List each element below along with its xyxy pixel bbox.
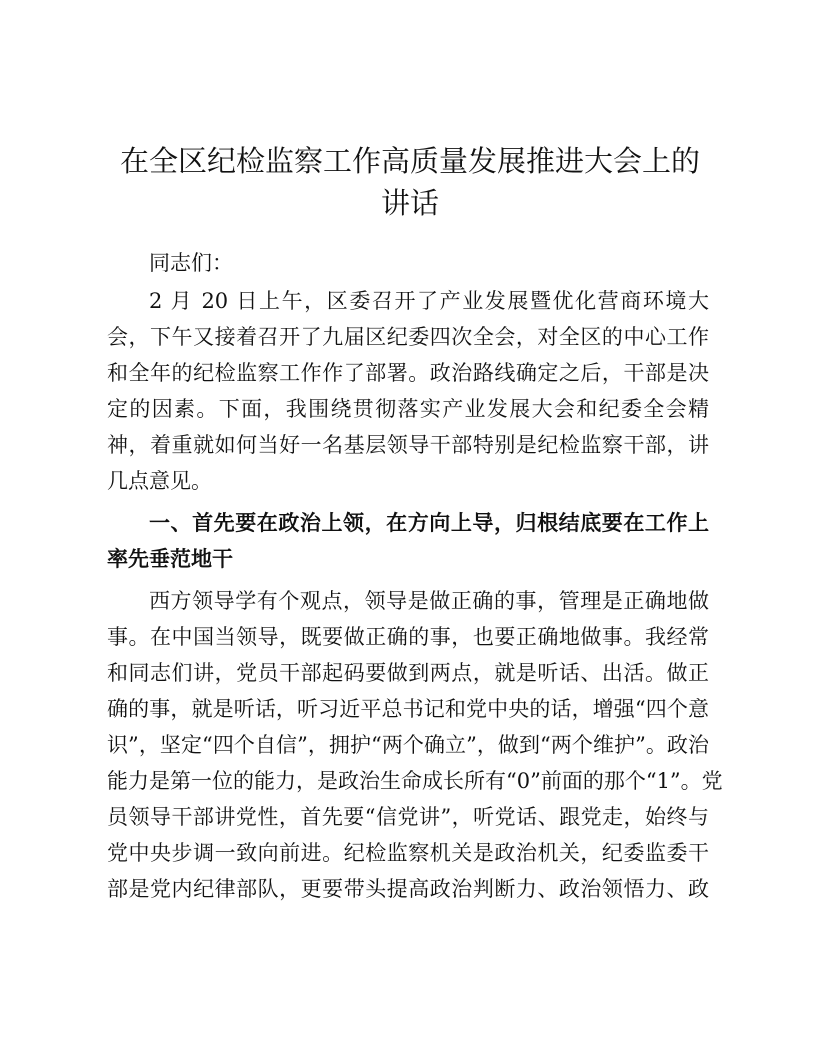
paragraph-line: 员领导干部讲党性，首先要“信党讲”，听党话、跟党走，始终与 <box>107 805 709 829</box>
heading-line: 一、首先要在政治上领，在方向上导，归根结底要在工作上 <box>149 510 709 535</box>
paragraph-line: 部是党内纪律部队，更要带头提高政治判断力、政治领悟力、政 <box>107 877 709 901</box>
paragraph-line: 识”，坚定“四个自信”，拥护“两个确立”，做到“两个维护”。政治 <box>107 733 709 757</box>
section-heading-1 <box>107 505 709 577</box>
paragraph-line: 几点意见。 <box>107 469 212 493</box>
paragraph-line: 确的事，就是听话，听习近平总书记和党中央的话，增强“四个意 <box>107 697 709 721</box>
paragraph-line: 事。在中国当领导，既要做正确的事，也要正确地做事。我经常 <box>107 625 709 649</box>
document-title <box>100 140 720 224</box>
salutation: 同志们： <box>149 251 233 275</box>
paragraph-1 <box>107 283 709 499</box>
paragraph-line: 会，下午又接着召开了九届区纪委四次全会，对全区的中心工作 <box>107 325 709 349</box>
title-line: 讲话 <box>380 186 439 220</box>
paragraph-2 <box>107 583 723 907</box>
paragraph-line: 定的因素。下面，我围绕贯彻落实产业发展大会和纪委全会精 <box>107 397 709 421</box>
paragraph-line: 党中央步调一致向前进。纪检监察机关是政治机关，纪委监委干 <box>107 841 709 865</box>
title-line: 在全区纪检监察工作高质量发展推进大会上的 <box>119 144 700 178</box>
paragraph-line: 神，着重就如何当好一名基层领导干部特别是纪检监察干部，讲 <box>107 433 709 457</box>
heading-line: 率先垂范地干 <box>107 546 233 571</box>
paragraph-line: 和全年的纪检监察工作作了部署。政治路线确定之后，干部是决 <box>107 361 709 385</box>
paragraph-line: 和同志们讲，党员干部起码要做到两点，就是听话、出活。做正 <box>107 661 709 685</box>
paragraph-line: 能力是第一位的能力，是政治生命成长所有“0”前面的那个“1”。党 <box>107 769 723 793</box>
paragraph-line: 2 月 20 日上午，区委召开了产业发展暨优化营商环境大 <box>149 289 709 313</box>
salutation-block <box>107 245 709 281</box>
paragraph-line: 西方领导学有个观点，领导是做正确的事，管理是正确地做 <box>149 589 709 613</box>
